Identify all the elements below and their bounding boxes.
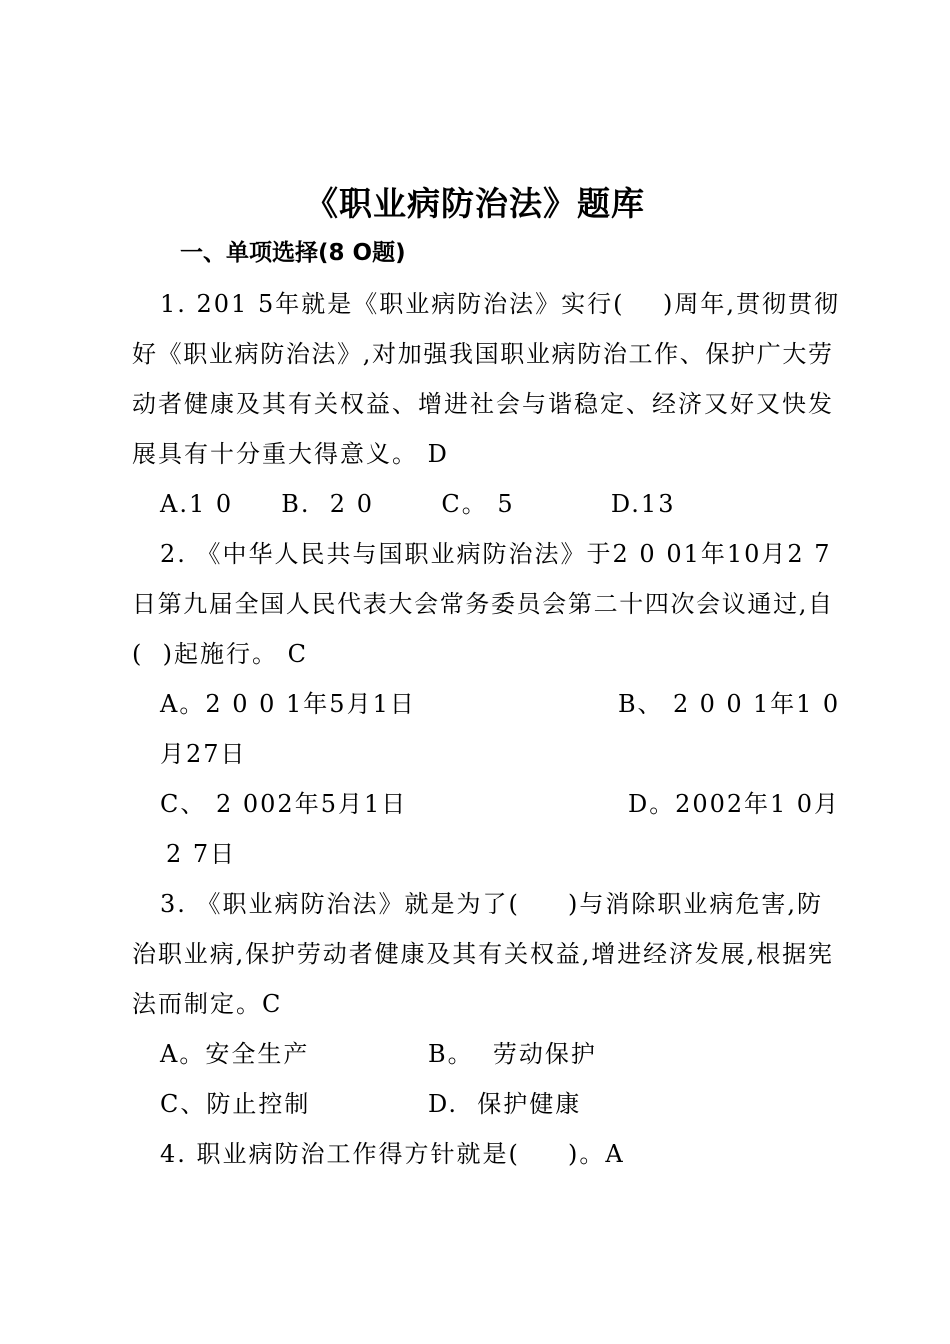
q2-line-3: ( )起施行。 C [132,640,308,668]
q1-line-3: 动者健康及其有关权益、增进社会与谐稳定、经济又好又快发 [132,390,832,418]
q2-option-b: B、 2 0 0 1年1 0 [618,690,840,718]
q2-option-c: C、 2 002年5月1日 [160,790,408,818]
section-heading: 一、单项选择(8 O题) [180,240,406,266]
q2-option-d: D。2002年1 0月 [628,790,840,818]
q3-line-1: 3. 《职业病防治法》就是为了( )与消除职业病危害,防 [160,890,824,918]
q4-line-1: 4. 职业病防治工作得方针就是( )。A [160,1140,625,1168]
q2-line-1: 2. 《中华人民共与国职业病防治法》于2 0 01年10月2 7 [160,540,832,568]
document-title: 《职业病防治法》题库 [305,184,645,223]
q3-option-b: B。 劳动保护 [428,1040,597,1068]
q3-line-3: 法而制定。C [132,990,283,1018]
q1-line-1: 1. 201 5年就是《职业病防治法》实行( )周年,贯彻贯彻 [160,290,840,318]
q1-line-4: 展具有十分重大得意义。 D [132,440,449,468]
q3-option-d: D. 保护健康 [428,1090,582,1118]
q3-line-2: 治职业病,保护劳动者健康及其有关权益,增进经济发展,根据宪 [132,940,832,968]
q2-option-a: A。2 0 0 1年5月1日 [160,690,416,718]
q2-option-b-cont: 月27日 [160,740,247,768]
q3-option-a: A。安全生产 [160,1040,310,1068]
q1-options: A.1 0 B. 2 0 C。 5 D.13 [160,490,676,518]
q3-option-c: C、防止控制 [160,1090,311,1118]
q1-line-2: 好《职业病防治法》,对加强我国职业病防治工作、保护广大劳 [132,340,832,368]
q2-line-2: 日第九届全国人民代表大会常务委员会第二十四次会议通过,自 [132,590,832,618]
q2-option-d-cont: 2 7日 [166,840,237,868]
